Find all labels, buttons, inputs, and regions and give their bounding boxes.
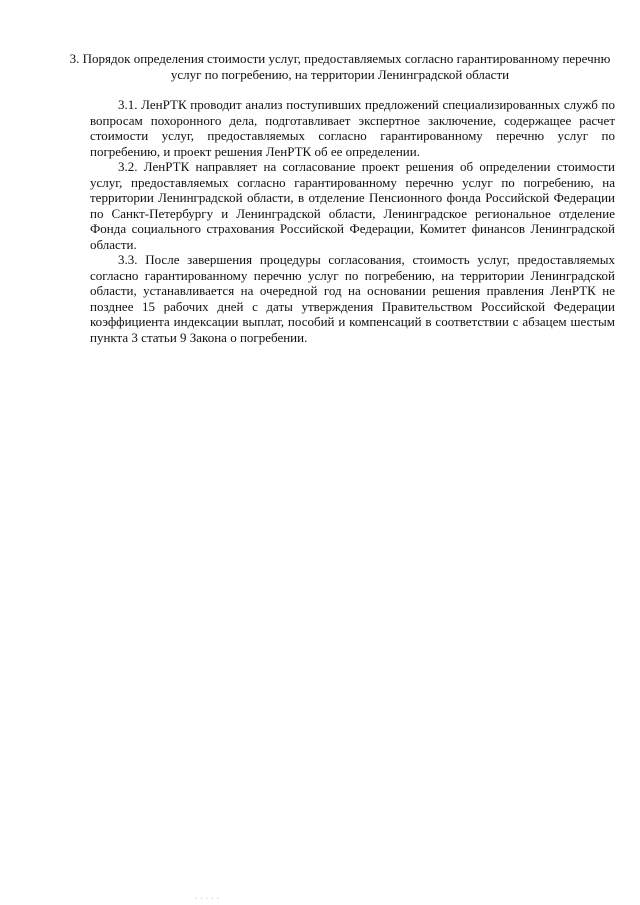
section-body: [90, 97, 615, 345]
scan-footer-mark: · · · · ·: [195, 896, 220, 902]
paragraph-3-2: 3.2. ЛенРТК направляет на согласование проект решения об определении стоимости услуг, предоставляемых согласно гарантированному перечню услуг по погребению, на территории Ленинградской области, в отделение Пенсионного фонда Российской Федерации по Санкт-Петербургу и Ленинградской области, Ленинградское региональное отделение Фонда социального страхования Российской Федерации, Комитет финансов Ленинградской области.: [90, 159, 615, 252]
section-heading-line-1: 3. Порядок определения стоимости услуг, предоставляемых согласно гарантированному перечню: [69, 51, 611, 66]
paragraph-3-3: 3.3. После завершения процедуры согласования, стоимость услуг, предоставляемых согласно гарантированному перечню услуг по погребению, на территории Ленинградской области, устанавливается на очередной год на основании решения правления ЛенРТК не позднее 15 рабочих дней с даты утверждения Правительством Российской Федерации коэффициента индексации выплат, пособий и компенсаций в соответствии с абзацем шестым пункта 3 статьи 9 Закона о погребении.: [90, 252, 615, 345]
paragraph-3-1: 3.1. ЛенРТК проводит анализ поступивших предложений специализированных служб по вопросам похоронного дела, подготавливает экспертное заключение, содержащее расчет стоимости услуг, предоставляемых согласно гарантированному перечню услуг по погребению, и проект решения ЛенРТК об ее определении.: [90, 97, 615, 159]
section-heading: [60, 51, 620, 82]
section-heading-line-2: услуг по погребению, на территории Ленинградской области: [170, 66, 510, 82]
